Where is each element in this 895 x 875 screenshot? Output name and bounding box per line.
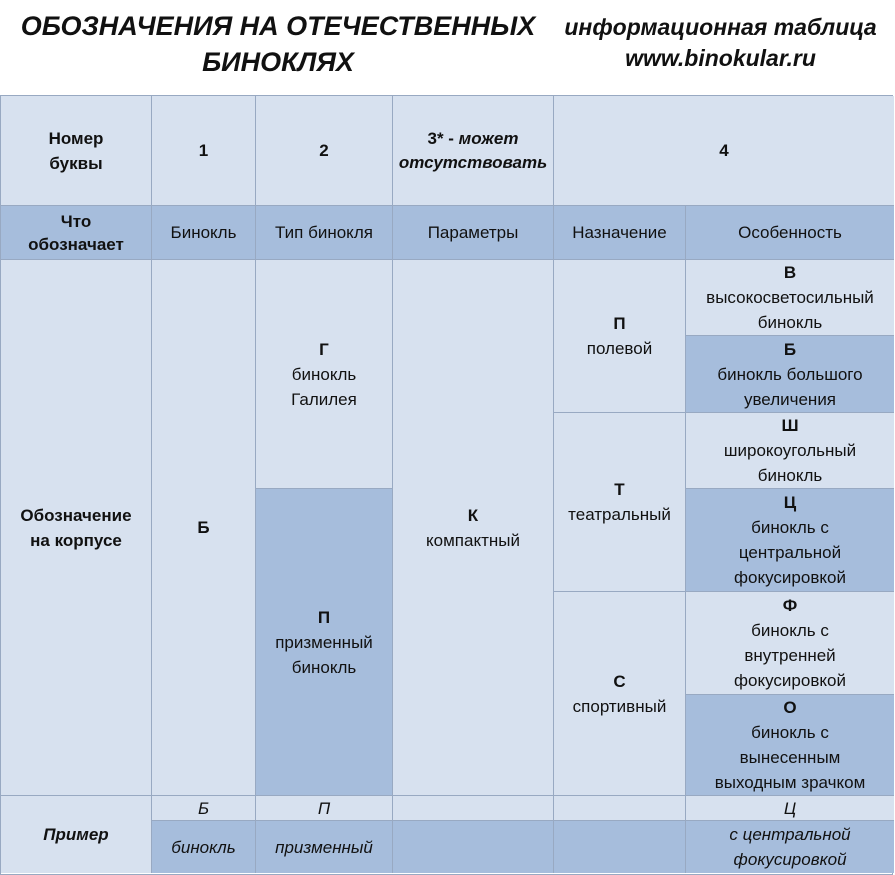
- code-v-high-aperture: В высокосветосильный бинокль: [686, 260, 894, 336]
- code-t-theatre: Т театральный: [554, 413, 686, 592]
- page-title: [8, 8, 548, 80]
- example-letter-4: Ц: [686, 796, 894, 821]
- position-3: 3* - может отсутствовать: [393, 96, 554, 206]
- example-letter-4-empty: [554, 796, 686, 821]
- meaning-feature: Особенность: [686, 206, 894, 260]
- code-p-prism: П призменный бинокль: [256, 489, 393, 796]
- row-header-example: Пример: [1, 796, 152, 873]
- example-word-4: с центральной фокусировкой: [686, 821, 894, 873]
- row-header-marking: Обозначение на корпусе: [1, 260, 152, 796]
- example-word-1: бинокль: [152, 821, 256, 873]
- example-letter-3-empty: [393, 796, 554, 821]
- example-letter-2: П: [256, 796, 393, 821]
- meaning-type: Тип бинокля: [256, 206, 393, 260]
- example-word-2: призменный: [256, 821, 393, 873]
- code-b-high-magnification: Б бинокль большого увеличения: [686, 336, 894, 413]
- row-header-letter-number: Номер буквы: [1, 96, 152, 206]
- row-header-meaning: Что обозначает: [1, 206, 152, 260]
- code-o-extended-pupil: О бинокль с вынесенным выходным зрачком: [686, 695, 894, 796]
- code-g-galilean: Г бинокль Галилея: [256, 260, 393, 489]
- example-word-4-empty: [554, 821, 686, 873]
- info-subtitle: информационная таблица: [564, 14, 877, 40]
- example-word-3-empty: [393, 821, 554, 873]
- title-line-1: ОБОЗНАЧЕНИЯ НА ОТЕЧЕСТВЕННЫХ: [20, 11, 536, 41]
- code-sh-wide-angle: Ш широкоугольный бинокль: [686, 413, 894, 489]
- website-url: www.binokular.ru: [625, 45, 816, 71]
- code-b-binocular: Б: [152, 260, 256, 796]
- title-line-2: БИНОКЛЯХ: [202, 47, 354, 77]
- code-f-internal-focus: Ф бинокль с внутренней фокусировкой: [686, 592, 894, 695]
- binocular-marking-table: [0, 95, 893, 875]
- meaning-purpose: Назначение: [554, 206, 686, 260]
- position-1: 1: [152, 96, 256, 206]
- code-p-field: П полевой: [554, 260, 686, 413]
- meaning-binocular: Бинокль: [152, 206, 256, 260]
- position-4: 4: [554, 96, 894, 206]
- code-ts-central-focus: Ц бинокль с центральной фокусировкой: [686, 489, 894, 592]
- example-letter-1: Б: [152, 796, 256, 821]
- info-header: [548, 12, 893, 74]
- code-s-sport: С спортивный: [554, 592, 686, 796]
- code-k-compact: К компактный: [393, 260, 554, 796]
- meaning-params: Параметры: [393, 206, 554, 260]
- position-2: 2: [256, 96, 393, 206]
